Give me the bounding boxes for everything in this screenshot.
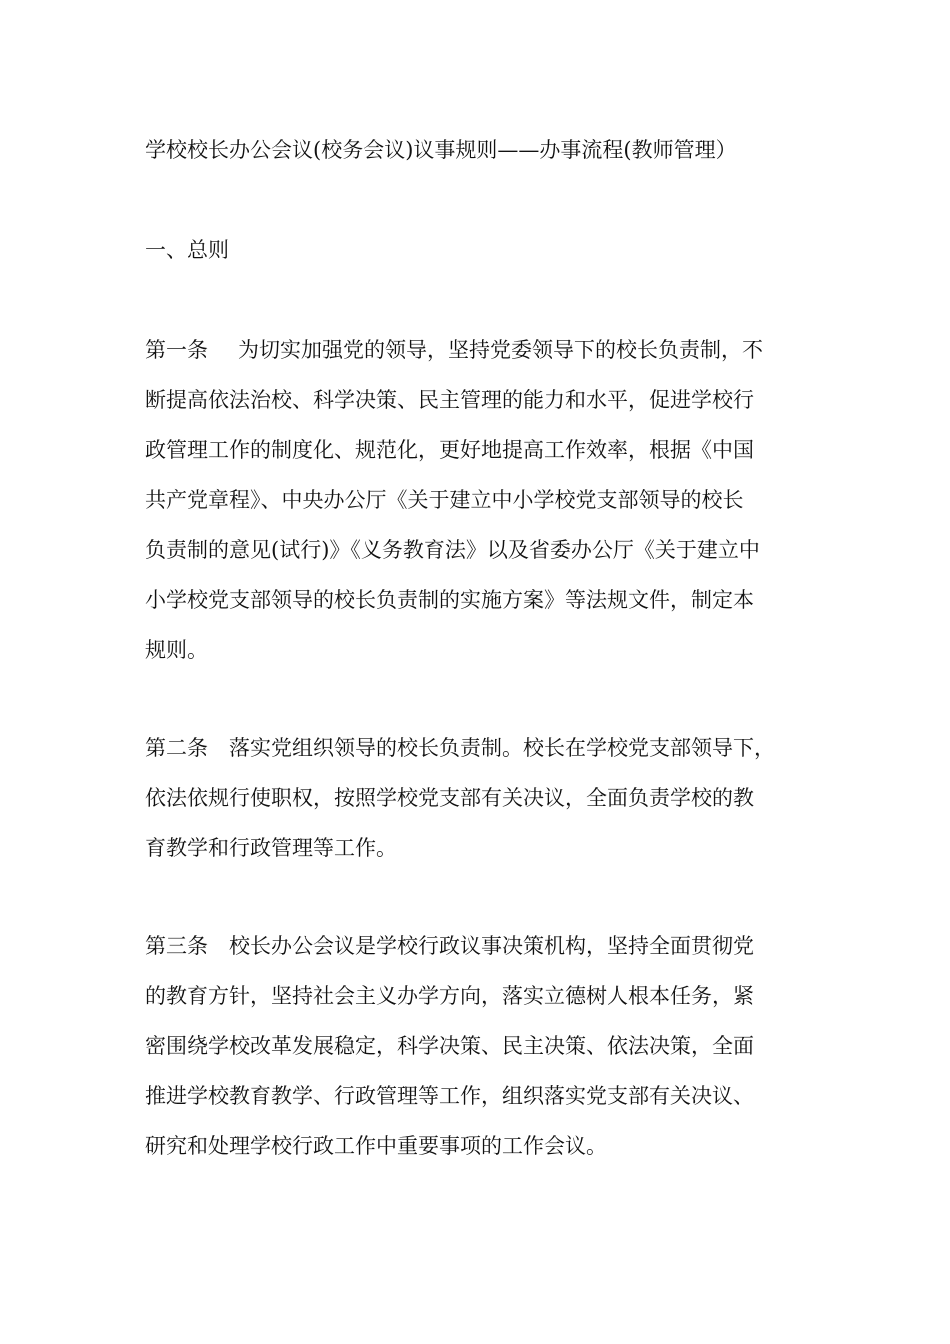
article-1-line-3: 政管理工作的制度化、规范化，更好地提高工作效率，根据《中国	[145, 438, 754, 462]
article-3	[145, 921, 820, 1171]
article-2-line-1: 第二条 落实党组织领导的校长负责制。校长在学校党支部领导下，	[145, 736, 775, 760]
article-3-line-3: 密围绕学校改革发展稳定，科学决策、民主决策、依法决策，全面	[145, 1034, 754, 1058]
article-1-line-7: 规则。	[145, 638, 208, 662]
article-3-line-5: 研究和处理学校行政工作中重要事项的工作会议。	[145, 1134, 607, 1158]
article-3-line-1: 第三条 校长办公会议是学校行政议事决策机构，坚持全面贯彻党	[145, 934, 754, 958]
article-1	[145, 325, 820, 675]
article-3-label: 第三条	[145, 934, 208, 958]
section-heading-general: 一、总则	[145, 238, 229, 262]
article-1-label: 第一条	[145, 338, 208, 362]
article-2	[145, 723, 820, 873]
article-1-line-2: 断提高依法治校、科学决策、民主管理的能力和水平，促进学校行	[145, 388, 754, 412]
article-1-line-4: 共产党章程》、中央办公厅《关于建立中小学校党支部领导的校长	[145, 488, 744, 512]
article-2-line-3: 育教学和行政管理等工作。	[145, 836, 397, 860]
article-1-line-5: 负责制的意见(试行)》《义务教育法》以及省委办公厅《关于建立中	[145, 538, 760, 562]
article-3-line-4: 推进学校教育教学、行政管理等工作，组织落实党支部有关决议、	[145, 1084, 754, 1108]
article-3-line-2: 的教育方针，坚持社会主义办学方向，落实立德树人根本任务，紧	[145, 984, 754, 1008]
article-2-label: 第二条	[145, 736, 208, 760]
document-title: 学校校长办公会议(校务会议)议事规则——办事流程(教师管理）	[145, 138, 737, 162]
article-1-line-1: 第一条 为切实加强党的领导，坚持党委领导下的校长负责制，不	[145, 338, 763, 362]
article-1-line-6: 小学校党支部领导的校长负责制的实施方案》等法规文件，制定本	[145, 588, 754, 612]
article-2-line-2: 依法依规行使职权，按照学校党支部有关决议，全面负责学校的教	[145, 786, 754, 810]
